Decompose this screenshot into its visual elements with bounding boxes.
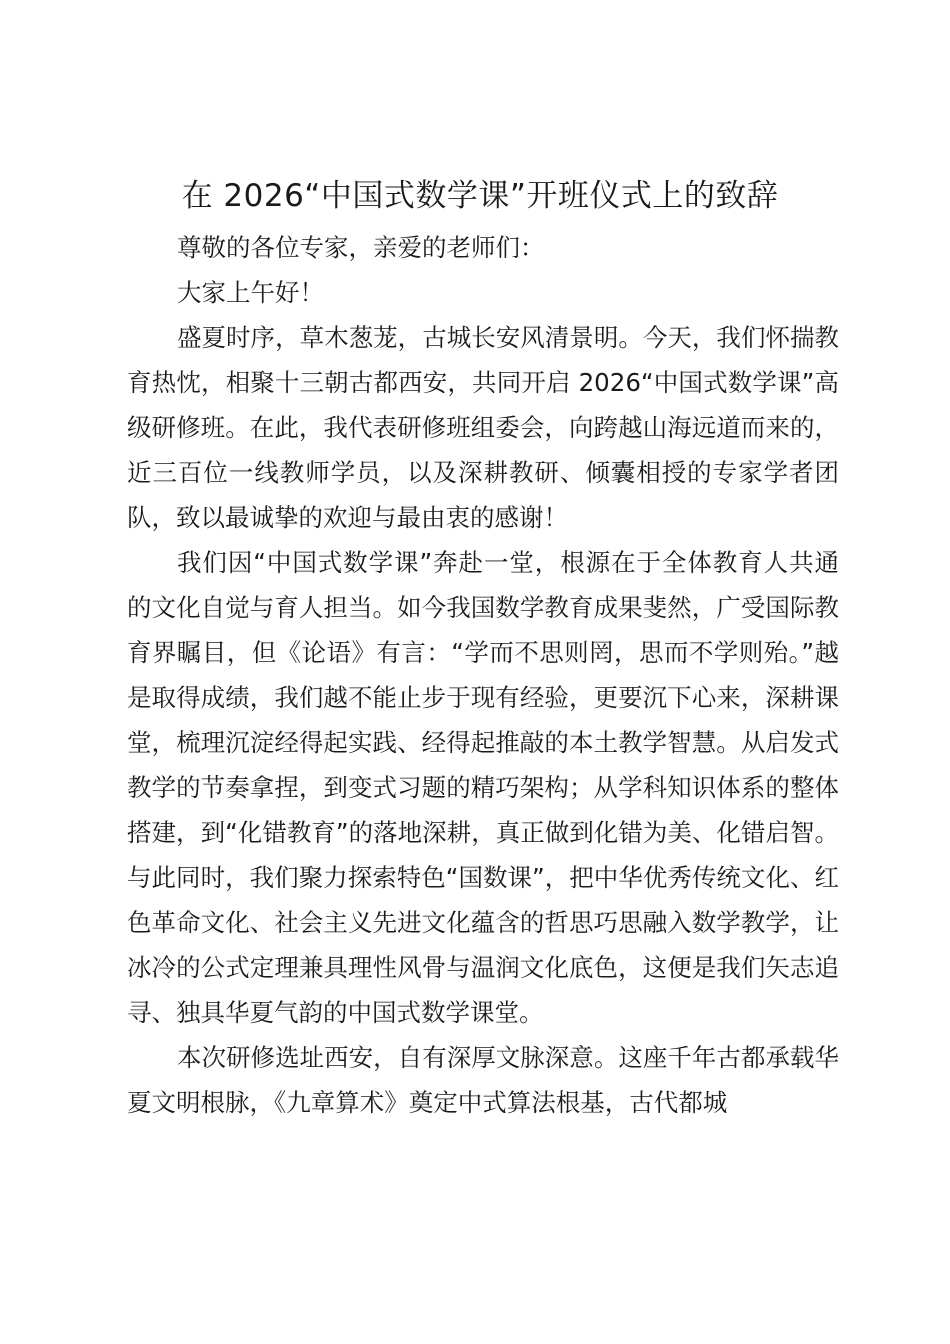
paragraph: 我们因“中国式数学课”奔赴一堂，根源在于全体教育人共通的文化自觉与育人担当。如今我国数学教育成果斐然，广受国际教育界瞩目，但《论语》有言：“学而不思则罔，思而不学则殆。”越是取得成绩，我们越不能止步于现有经验，更要沉下心来，深耕课堂，梳理沉淀经得起实践、经得起推敲的本土教学智慧。从启发式教学的节奏拿捏，到变式习题的精巧架构；从学科知识体系的整体搭建，到“化错教育”的落地深耕，真正做到化错为美、化错启智。与此同时，我们聚力探索特色“国数课”，把中华优秀传统文化、红色革命文化、社会主义先进文化蕴含的哲思巧思融入数学教学，让冰冷的公式定理兼具理性风骨与温润文化底色，这便是我们矢志追寻、独具华夏气韵的中国式数学课堂。	[127, 548, 839, 1027]
greeting: 大家上午好！	[177, 278, 324, 307]
salutation: 尊敬的各位专家，亲爱的老师们：	[177, 233, 545, 262]
paragraph: 盛夏时序，草木葱茏，古城长安风清景明。今天，我们怀揣教育热忱，相聚十三朝古都西安，共同开启 2026“中国式数学课”高级研修班。在此，我代表研修班组委会，向跨越山海远道而来的，近三百位一线教师学员，以及深耕教研、倾囊相授的专家学者团队，致以最诚挚的欢迎与最由衷的感谢！	[127, 323, 839, 532]
document-body	[127, 225, 839, 1125]
paragraph: 本次研修选址西安，自有深厚文脉深意。这座千年古都承载华夏文明根脉，《九章算术》奠定中式算法根基，古代都城	[127, 1043, 839, 1117]
document-title: 在 2026“中国式数学课”开班仪式上的致辞	[181, 178, 779, 214]
